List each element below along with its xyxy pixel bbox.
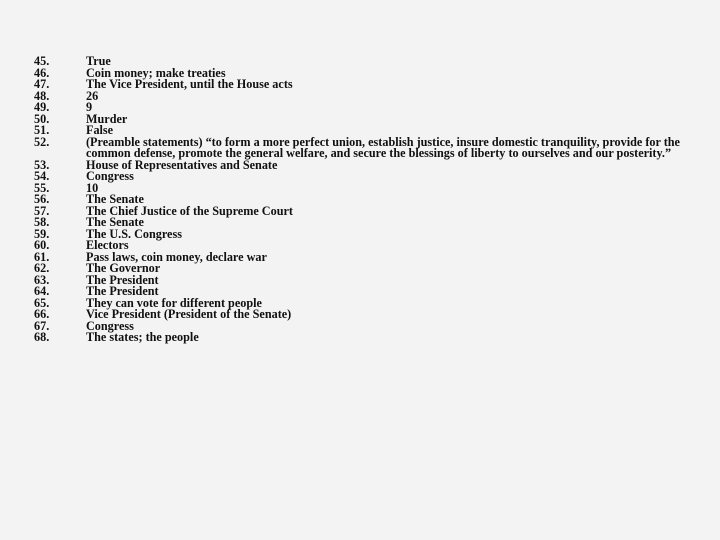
answer-text: True (86, 54, 111, 68)
answer-row (34, 111, 716, 126)
answer-row (34, 134, 716, 160)
answer-text: The Chief Justice of the Supreme Court (86, 203, 293, 218)
answer-row (34, 157, 716, 172)
answer-text: The Senate (86, 215, 144, 229)
answer-row (34, 102, 716, 114)
answer-text: 26 (86, 88, 99, 103)
answer-number: 63. (34, 272, 50, 287)
answer-number: 50. (34, 111, 50, 126)
answer-text: The Vice President, until the House acts (86, 77, 293, 91)
answer-number: 56. (34, 192, 50, 206)
answer-text: Electors (86, 238, 129, 252)
answer-text: The Senate (86, 192, 144, 206)
answer-number: 62. (34, 261, 50, 275)
answer-text: Congress (86, 169, 134, 183)
answer-text: Murder (86, 111, 128, 126)
answer-number: 45. (34, 54, 50, 68)
answer-text: Pass laws, coin money, declare war (86, 249, 267, 264)
answer-number: 54. (34, 169, 50, 183)
answer-number: 65. (34, 295, 50, 310)
answer-number: 53. (34, 157, 50, 172)
answer-number: 47. (34, 77, 50, 91)
answer-text: The states; the people (86, 330, 199, 344)
answer-text: Congress (86, 318, 134, 333)
answer-text: The Governor (86, 261, 161, 275)
answer-text: (Preamble statements) “to form a more perfect union, establish justice, insure domestic tranquility, provide for the common defense, promote the general welfare, and secure the blessings of liberty to ourselves and our posterity.” (86, 134, 680, 160)
answer-text: Coin money; make treaties (86, 65, 226, 80)
answer-number: 60. (34, 238, 50, 252)
answer-number: 67. (34, 318, 50, 333)
answer-text: The U.S. Congress (86, 226, 182, 241)
answer-number: 64. (34, 284, 50, 298)
answer-number: 68. (34, 330, 50, 344)
answer-text: They can vote for different people (86, 295, 262, 310)
answer-number: 51. (34, 123, 50, 137)
answer-number: 48. (34, 88, 50, 103)
answer-text: The President (86, 284, 159, 298)
answer-number: 61. (34, 249, 50, 264)
answer-row (34, 171, 716, 183)
answer-row (34, 79, 716, 91)
answer-number: 46. (34, 65, 50, 80)
answer-text: The President (86, 272, 159, 287)
answer-text: House of Representatives and Senate (86, 157, 278, 172)
answer-row (34, 226, 716, 241)
answer-number: 59. (34, 226, 50, 241)
answer-text: 10 (86, 180, 99, 195)
answer-number: 52. (34, 134, 50, 149)
answer-row (34, 332, 716, 344)
answer-row (34, 309, 716, 321)
answer-number: 49. (34, 100, 50, 114)
answer-row (34, 88, 716, 103)
answer-text: False (86, 123, 114, 137)
answer-text: Vice President (President of the Senate) (86, 307, 292, 321)
answer-text: 9 (86, 100, 93, 114)
answer-number: 58. (34, 215, 50, 229)
answer-number: 66. (34, 307, 50, 321)
answer-number: 55. (34, 180, 50, 195)
answer-number: 57. (34, 203, 50, 218)
answer-list (34, 56, 716, 344)
